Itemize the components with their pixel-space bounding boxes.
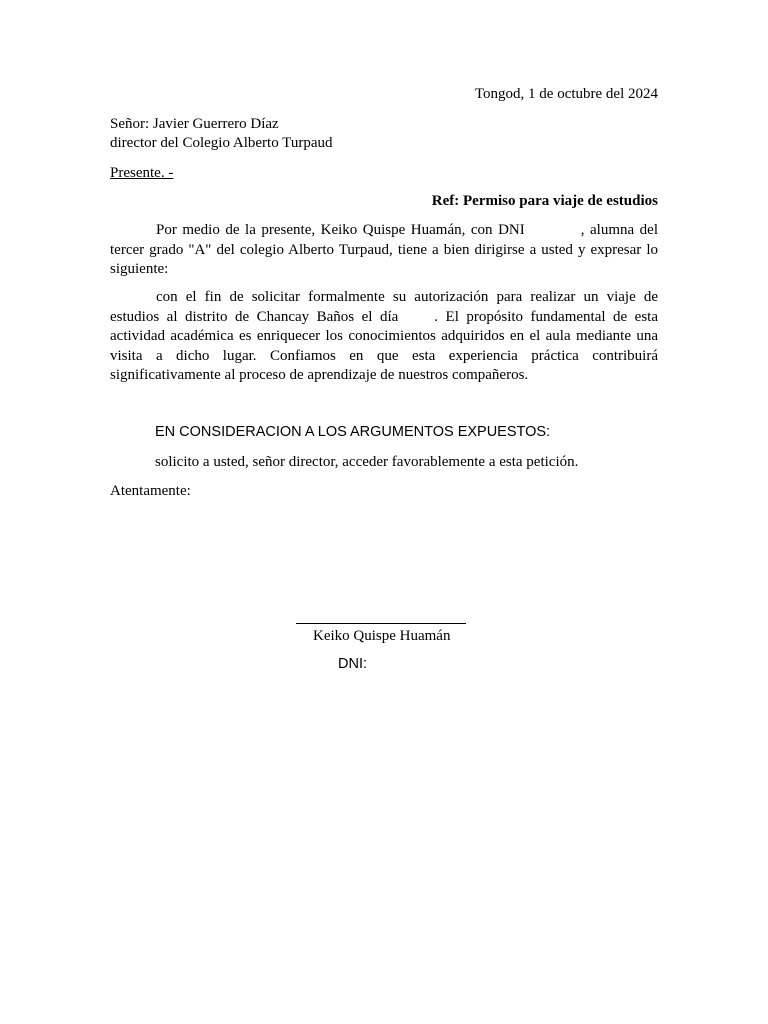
p2-part2: . El propósito fundamental de esta actividad académica es enriquecer los conocimientos adquiridos en el aula mediante una visita a dicho lugar. Confiamos en que esta experiencia práctica contribuirá significativamente al proceso de aprendizaje de nuestros compañeros. — [110, 308, 658, 383]
p2-part1: con el fin de solicitar formalmente su autorización para realizar un viaje de estudios al distrito de Chancay Baños el día — [110, 289, 658, 325]
place-date: Tongod, 1 de octubre del 2024 — [474, 86, 658, 102]
presente-line: Presente. - — [110, 165, 174, 181]
signature-line — [296, 623, 466, 624]
signature-name: Keiko Quispe Huamán — [313, 628, 451, 644]
recipient-name: Señor: Javier Guerrero Díaz — [110, 116, 279, 132]
recipient-role: director del Colegio Alberto Turpaud — [110, 135, 333, 151]
body-paragraph-1 — [110, 221, 658, 280]
p1-part1: Por medio de la presente, Keiko Quispe Huamán, con DNI — [156, 222, 525, 238]
request-line: solicito a usted, señor director, acceder favorablemente a esta petición. — [155, 454, 579, 470]
body-paragraph-2 — [110, 288, 658, 386]
closing-line: Atentamente: — [110, 483, 191, 499]
consideration-heading: EN CONSIDERACION A LOS ARGUMENTOS EXPUESTOS: — [155, 424, 551, 440]
reference-line: Ref: Permiso para viaje de estudios — [431, 193, 658, 209]
p1-part2: , alumna del tercer grado "A" del colegio Alberto Turpaud, tiene a bien dirigirse a usted y expresar lo siguiente: — [110, 222, 658, 277]
signature-dni-label: DNI: — [338, 656, 367, 672]
